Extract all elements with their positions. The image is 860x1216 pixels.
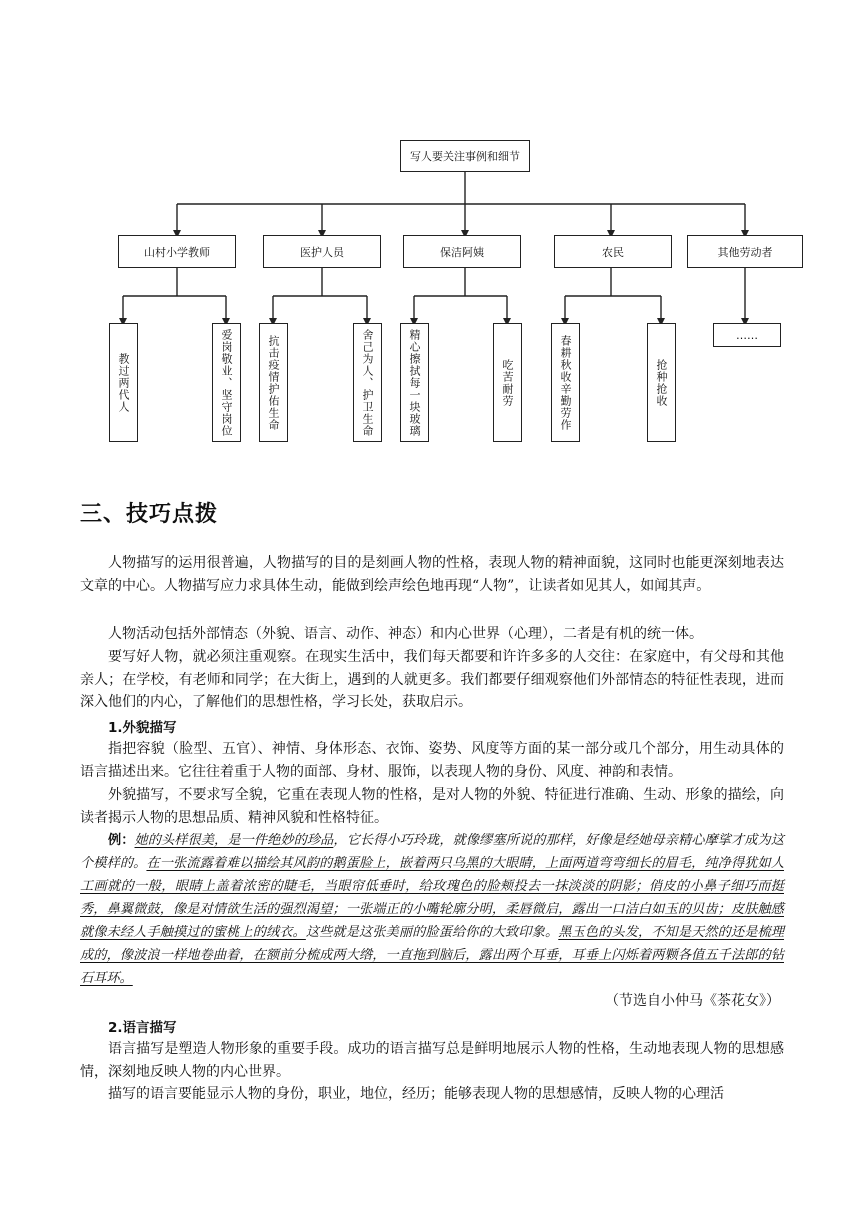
example-underlined-text: 在一张流露着难以描绘其风韵的鹅蛋脸上，嵌着两只乌黑的大眼睛，上面两道弯弯细长的眉毛，纯净得犹如人工画就的一般，眼睛上盖着浓密的睫毛，当眼帘低垂时，给玫瑰色的脸颊投去一抹淡淡的阴影；俏皮的小鼻子细巧而挺秀，鼻翼微鼓，像是对情欲生活的强烈渴望；一张端正的小嘴轮廓分明，柔唇微启，露出一口洁白如玉的贝齿；皮肤触感就像未经人手触摸过的蜜桃上的绒衣。 (80, 856, 785, 940)
paragraph: 人物描写的运用很普遍，人物描写的目的是刻画人物的性格，表现人物的精神面貌，这同时也能更深刻地表达文章的中心。人物描写应力求具体生动，能做到绘声绘色地再现“人物”，让读者如见其人，如闻其声。 (80, 555, 784, 594)
example-label: 例： (108, 833, 135, 848)
diagram-leaf-box: 抢种抢收 (647, 323, 676, 442)
example-underlined-text: 黑玉色的头发，不知是天然的还是梳理成的，像波浪一样地卷曲着，在额前分梳成两大绺，一直拖到脑后，露出两个耳垂，耳垂上闪烁着两颗各值五千法郎的钻石耳环。 (80, 925, 785, 986)
diagram-category-box: 其他劳动者 (687, 235, 803, 268)
diagram-root-box: 写人要关注事例和细节 (400, 140, 530, 172)
diagram-category-box: 山村小学教师 (118, 235, 236, 268)
diagram-leaf-box: 舍己为人、护卫生命 (353, 323, 382, 442)
diagram-leaf-box: 抗击疫情护佑生命 (259, 323, 288, 442)
diagram-category-box: 保洁阿姨 (403, 235, 521, 268)
paragraph: 指把容貌（脸型、五官）、神情、身体形态、衣饰、姿势、风度等方面的某一部分或几个部分，用生动具体的语言描述出来。它往往着重于人物的面部、身材、服饰，以表现人物的身份、风度、神韵和表情。 (80, 741, 784, 780)
example-text: 这些就是这张美丽的脸蛋给你的大致印象。 (305, 925, 559, 940)
paragraph: 语言描写是塑造人物形象的重要手段。成功的语言描写总是鲜明地展示人物的性格，生动地表现人物的思想感情，深刻地反映人物的内心世界。 (80, 1041, 784, 1080)
diagram-leaf-box: 教过两代人 (109, 323, 138, 442)
paragraph: 要写好人物，就必须注重观察。在现实生活中，我们每天都要和许许多多的人交往：在家庭中，有父母和其他亲人；在学校，有老师和同学；在大街上，遇到的人就更多。我们都要仔细观察他们外部情态的特征性表现，进而深入他们的内心，了解他们的思想性格，学习长处，获取启示。 (80, 649, 784, 710)
subheading: 1.外貌描写 (108, 720, 177, 736)
diagram-leaf-box: …… (713, 323, 781, 347)
example-underlined-text: 她的头样很美，是一件绝妙的珍品 (134, 833, 334, 848)
source-citation: （节选自小仲马《茶花女》） (605, 993, 780, 1009)
diagram-leaf-box: 爱岗敬业、坚守岗位 (212, 323, 241, 442)
paragraph: 外貌描写，不要求写全貌，它重在表现人物的性格，是对人物的外貌、特征进行准确、生动、形象的描绘，向读者揭示人物的思想品质、精神风貌和性格特征。 (80, 787, 784, 826)
section-heading: 三、技巧点拨 (80, 502, 219, 527)
paragraph: 描写的语言要能显示人物的身份，职业，地位，经历；能够表现人物的思想感情，反映人物的心理活 (108, 1086, 724, 1102)
diagram-leaf-box: 吃苦耐劳 (493, 323, 522, 442)
diagram-leaf-box: 精心擦拭每一块玻璃 (400, 323, 429, 442)
example-text: ，它长得小巧玲珑，就像缪塞所说的那样，好像是经她母亲精心摩挲才成为这个模样的。 (80, 833, 785, 871)
diagram-category-box: 农民 (554, 235, 672, 268)
diagram-leaf-box: 春耕秋收辛勤劳作 (551, 323, 580, 442)
paragraph: 人物活动包括外部情态（外貌、语言、动作、神态）和内心世界（心理），二者是有机的统一体。 (108, 626, 703, 642)
example-paragraph (80, 829, 784, 990)
subheading: 2.语言描写 (108, 1020, 177, 1036)
diagram-category-box: 医护人员 (263, 235, 381, 268)
